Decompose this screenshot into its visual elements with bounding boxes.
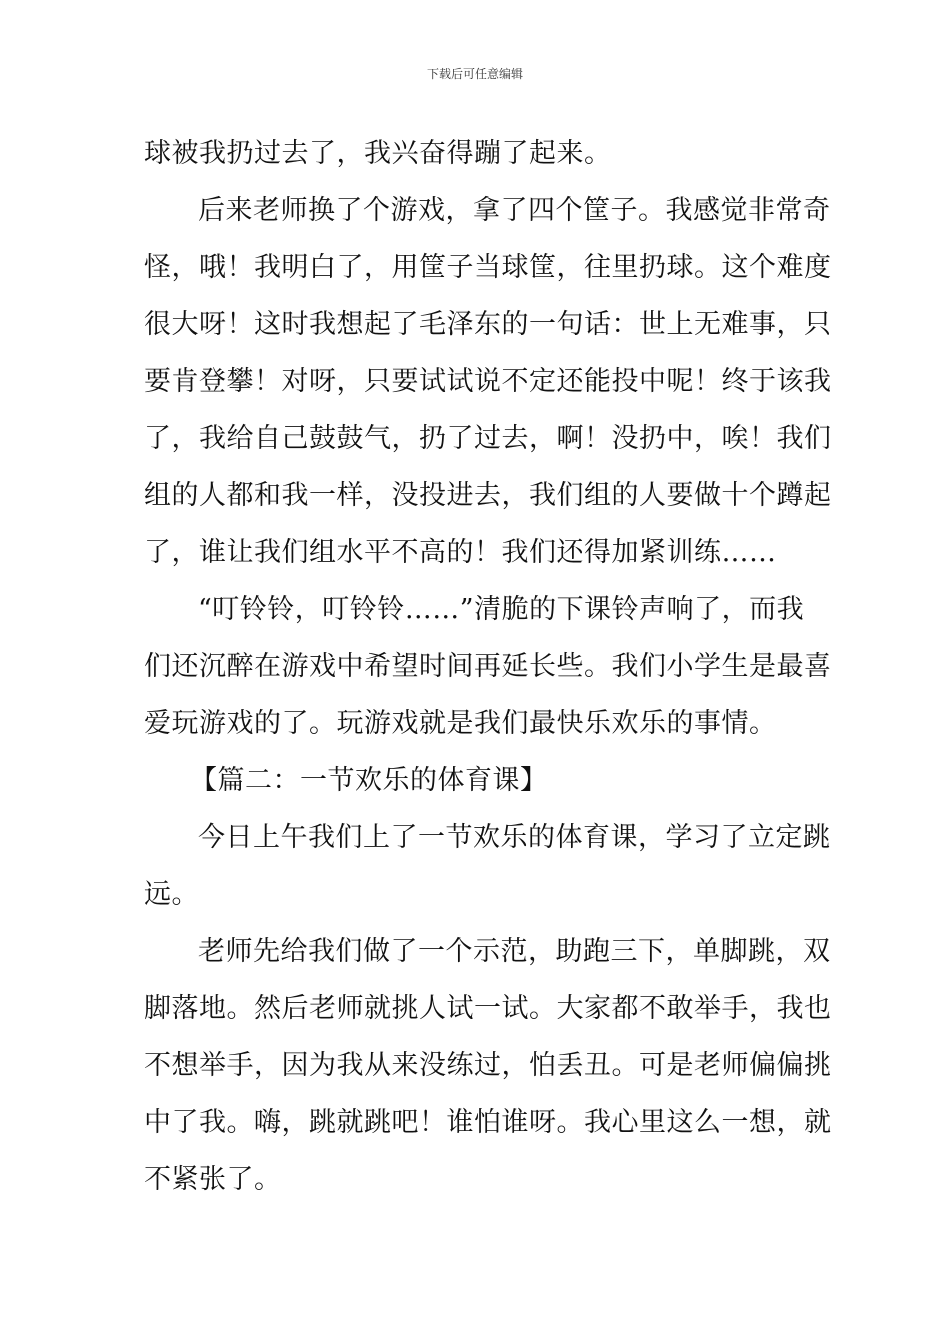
- text-line: 不想举手，因为我从来没练过，怕丢丑。可是老师偏偏挑: [144, 1050, 832, 1081]
- text-line: 不紧张了。: [144, 1164, 282, 1195]
- text-line: 了，谁让我们组水平不高的！我们还得加紧训练……: [144, 537, 777, 568]
- section-title: 【篇二：一节欢乐的体育课】: [190, 765, 548, 796]
- text-line: 怪，哦！我明白了，用筐子当球筐，往里扔球。这个难度: [144, 252, 832, 283]
- text-line: 爱玩游戏的了。玩游戏就是我们最快乐欢乐的事情。: [144, 708, 777, 739]
- text-line: 脚落地。然后老师就挑人试一试。大家都不敢举手，我也: [144, 993, 832, 1024]
- text-line: 组的人都和我一样，没投进去，我们组的人要做十个蹲起: [144, 480, 832, 511]
- page-header: 下载后可任意编辑: [426, 67, 523, 81]
- text-line: 要肯登攀！对呀，只要试试说不定还能投中呢！终于该我: [144, 366, 832, 397]
- text-line: 中了我。嗨，跳就跳吧！谁怕谁呀。我心里这么一想，就: [144, 1107, 832, 1138]
- text-line: 了，我给自己鼓鼓气，扔了过去，啊！没扔中，唉！我们: [144, 423, 832, 454]
- paragraph-start-line: 老师先给我们做了一个示范，助跑三下，单脚跳，双: [198, 936, 831, 967]
- text-line: 们还沉醉在游戏中希望时间再延长些。我们小学生是最喜: [144, 651, 832, 682]
- text-line: 球被我扔过去了，我兴奋得蹦了起来。: [144, 138, 612, 169]
- text-line: 很大呀！这时我想起了毛泽东的一句话：世上无难事，只: [144, 309, 832, 340]
- text-line: 远。: [144, 879, 199, 910]
- paragraph-start-line: 后来老师换了个游戏，拿了四个筐子。我感觉非常奇: [198, 195, 831, 226]
- paragraph-start-line: “叮铃铃，叮铃铃……”清脆的下课铃声响了，而我: [198, 594, 805, 625]
- paragraph-start-line: 今日上午我们上了一节欢乐的体育课，学习了立定跳: [198, 822, 831, 853]
